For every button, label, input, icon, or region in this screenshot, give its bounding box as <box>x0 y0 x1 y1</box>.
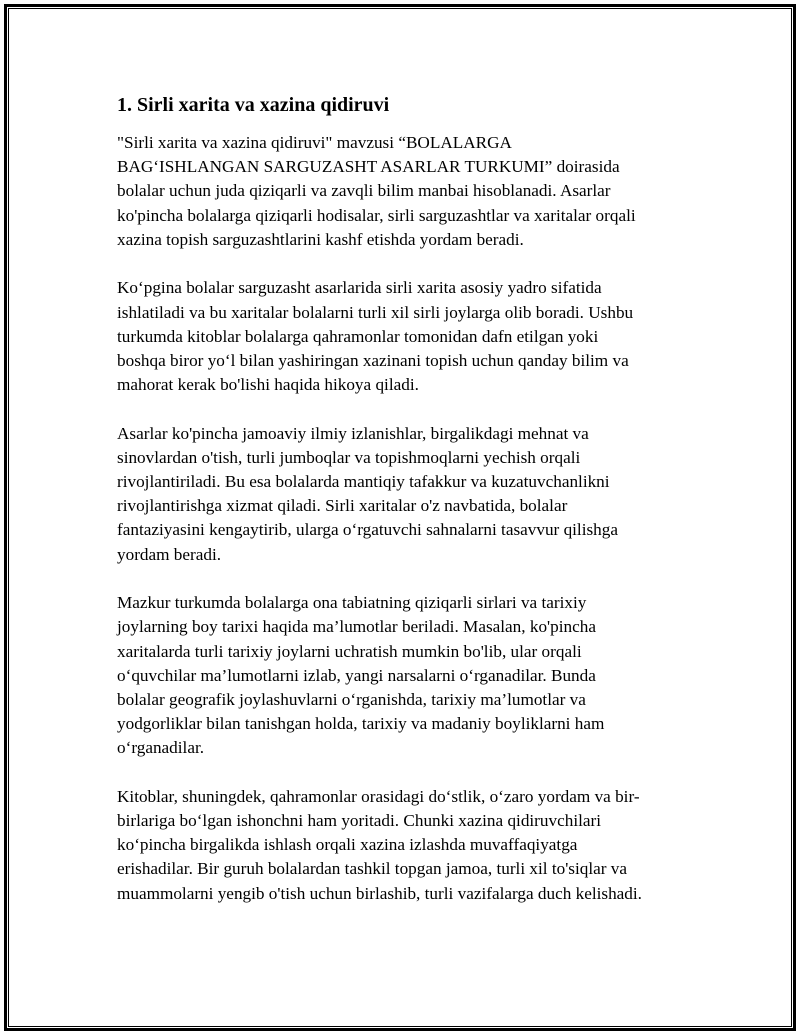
paragraph-line: xazina topish sarguzashtlarini kashf etishda yordam beradi. <box>117 229 524 249</box>
paragraph-line: turkumda kitoblar bolalarga qahramonlar tomonidan dafn etilgan yoki <box>117 326 599 346</box>
paragraph-line: o‘quvchilar ma’lumotlarni izlab, yangi narsalarni o‘rganadilar. Bunda <box>117 665 596 685</box>
paragraph-line: fantaziyasini kengaytirib, ularga o‘rgatuvchi sahnalarni tasavvur qilishga <box>117 520 618 540</box>
paragraph-line: rivojlantiriladi. Bu esa bolalarda mantiqiy tafakkur va kuzatuvchanlikni <box>117 472 610 492</box>
paragraph-line: boshqa biror yo‘l bilan yashiringan xazinani topish uchun qanday bilim va <box>117 350 629 370</box>
paragraph-line: erishadilar. Bir guruh bolalardan tashkil topgan jamoa, turli xil to'siqlar va <box>117 859 628 879</box>
paragraph-line: rivojlantirishga xizmat qiladi. Sirli xaritalar o'z navbatida, bolalar <box>117 496 568 516</box>
paragraph-line: yordam beradi. <box>117 544 222 564</box>
paragraph-line: birlariga bo‘lgan ishonchni ham yoritadi. Chunki xazina qidiruvchilari <box>117 811 601 831</box>
paragraph-line: ko'pincha bolalarga qiziqarli hodisalar, sirli sarguzashtlar va xaritalar orqali <box>117 205 636 225</box>
paragraph <box>117 422 687 567</box>
paragraph <box>117 785 687 906</box>
paragraph-line: BAG‘ISHLANGAN SARGUZASHT ASARLAR TURKUMI” doirasida <box>117 157 620 177</box>
paragraph-line: o‘rganadilar. <box>117 738 205 758</box>
section-heading: 1. Sirli xarita va xazina qidiruvi <box>117 94 390 116</box>
paragraph-line: xaritalarda turli tarixiy joylarni uchratish mumkin bo'lib, ular orqali <box>117 641 582 661</box>
paragraph <box>117 131 687 252</box>
paragraph <box>117 591 687 760</box>
paragraph-line: ko‘pincha birgalikda ishlash orqali xazina izlashda muvaffaqiyatga <box>117 835 578 855</box>
paragraph-line: mahorat kerak bo'lishi haqida hikoya qiladi. <box>117 375 419 395</box>
paragraph-line: bolalar uchun juda qiziqarli va zavqli bilim manbai hisoblanadi. Asarlar <box>117 181 611 201</box>
paragraph-line: ishlatiladi va bu xaritalar bolalarni turli xil sirli joylarga olib boradi. Ushbu <box>117 302 634 322</box>
paragraph-line: Kitoblar, shuningdek, qahramonlar orasidagi do‘stlik, o‘zaro yordam va bir- <box>117 786 640 806</box>
paragraph-line: sinovlardan o'tish, turli jumboqlar va topishmoqlarni yechish orqali <box>117 447 581 467</box>
paragraph-line: bolalar geografik joylashuvlarni o‘rganishda, tarixiy ma’lumotlar va <box>117 689 586 709</box>
document-body <box>117 92 687 930</box>
paragraph-line: joylarning boy tarixi haqida ma’lumotlar beriladi. Masalan, ko'pincha <box>117 617 596 637</box>
paragraph-line: Asarlar ko'pincha jamoaviy ilmiy izlanishlar, birgalikdagi mehnat va <box>117 423 589 443</box>
paragraph-line: Mazkur turkumda bolalarga ona tabiatning qiziqarli sirlari va tarixiy <box>117 593 587 613</box>
paragraph <box>117 276 687 397</box>
paragraph-line: "Sirli xarita va xazina qidiruvi" mavzusi “BOLALARGA <box>117 133 512 152</box>
paragraph-list <box>117 131 687 906</box>
paragraph-line: Ko‘pgina bolalar sarguzasht asarlarida sirli xarita asosiy yadro sifatida <box>117 278 602 298</box>
paragraph-line: muammolarni yengib o'tish uchun birlashib, turli vazifalarga duch kelishadi. <box>117 883 642 903</box>
paragraph-line: yodgorliklar bilan tanishgan holda, tarixiy va madaniy boyliklarni ham <box>117 714 605 734</box>
